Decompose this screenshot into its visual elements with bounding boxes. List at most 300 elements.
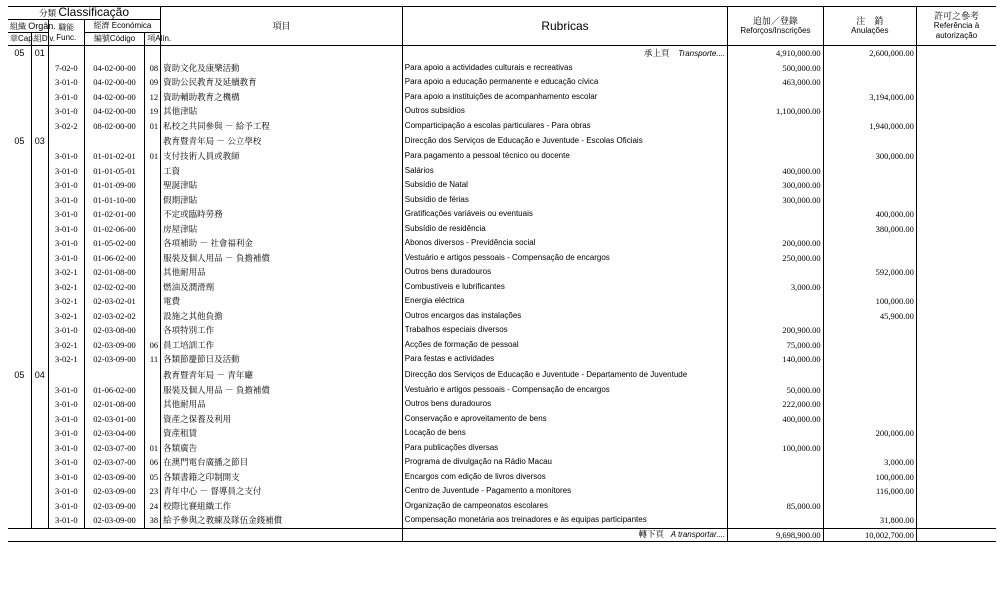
codigo-cell: 02-03-09-00 xyxy=(84,484,144,499)
funcional-cell: 3-01-0 xyxy=(48,164,84,179)
capitulo-cell xyxy=(8,265,31,280)
item-zh-cell: 房屋津貼 xyxy=(161,222,403,237)
anulacoes-cell: 45,900.00 xyxy=(823,309,916,324)
reforcos-cell xyxy=(728,470,823,485)
alinea-cell: 09 xyxy=(145,75,161,90)
referencia-cell xyxy=(916,412,996,427)
referencia-cell xyxy=(916,119,996,134)
reforcos-cell: 200,000.00 xyxy=(728,236,823,251)
section-header-row xyxy=(8,367,996,383)
item-zh-cell: 資產租賃 xyxy=(161,426,403,441)
rubrica-cell: Outros encargos das instalações xyxy=(402,309,727,324)
divisao-cell xyxy=(31,90,48,105)
reforcos-cell: 100,000.00 xyxy=(728,441,823,456)
divisao-cell xyxy=(31,207,48,222)
reforcos-cell: 75,000.00 xyxy=(728,338,823,353)
capitulo-cell: 05 xyxy=(8,367,31,383)
codigo-cell: 01-02-01-00 xyxy=(84,207,144,222)
reforcos-cell: 463,000.00 xyxy=(728,75,823,90)
transport-in-anulacoes: 2,600,000.00 xyxy=(823,46,916,61)
transport-in-row xyxy=(8,46,996,61)
reforcos-cell: 400,000.00 xyxy=(728,164,823,179)
codigo-cell: 02-01-08-00 xyxy=(84,397,144,412)
reforcos-cell: 250,000.00 xyxy=(728,251,823,266)
item-zh-cell: 支付技術人員或教師 xyxy=(161,149,403,164)
item-zh-cell: 在澳門電台廣播之節目 xyxy=(161,455,403,470)
anulacoes-cell xyxy=(823,383,916,398)
alinea-cell: 06 xyxy=(145,455,161,470)
economica-header xyxy=(84,20,160,33)
divisao-cell xyxy=(31,338,48,353)
referencia-cell xyxy=(916,455,996,470)
anulacoes-cell xyxy=(823,251,916,266)
anulacoes-cell xyxy=(823,338,916,353)
divisao-cell xyxy=(31,294,48,309)
table-row xyxy=(8,251,996,266)
divisao-cell xyxy=(31,104,48,119)
capitulo-cell: 05 xyxy=(8,46,31,61)
divisao-header xyxy=(31,33,55,46)
rubrica-cell: Vestuário e artigos pessoais - Compensação de encargos xyxy=(402,251,727,266)
alinea-cell: 06 xyxy=(145,338,161,353)
reforcos-cell: 300,000.00 xyxy=(728,178,823,193)
item-zh-cell: 其他津貼 xyxy=(161,104,403,119)
table-row xyxy=(8,265,996,280)
funcional-cell xyxy=(48,367,84,383)
referencia-cell xyxy=(916,280,996,295)
section-title-zh: 教育暨青年局 － 公立學校 xyxy=(161,133,403,149)
transport-out-reforcos: 9,698,900.00 xyxy=(728,528,823,541)
divisao-cell xyxy=(31,119,48,134)
codigo-cell: 04-02-00-00 xyxy=(84,90,144,105)
funcional-cell: 3-01-0 xyxy=(48,426,84,441)
table-row xyxy=(8,412,996,427)
item-zh-cell: 假期津貼 xyxy=(161,193,403,208)
alinea-cell xyxy=(145,426,161,441)
transport-out-anulacoes: 10,002,700.00 xyxy=(823,528,916,541)
referencia-cell xyxy=(916,75,996,90)
capitulo-cell xyxy=(8,513,31,528)
funcional-cell: 3-01-0 xyxy=(48,484,84,499)
item-zh-cell: 服裝及個人用品 － 負擔補償 xyxy=(161,251,403,266)
funcional-cell: 3-02-1 xyxy=(48,294,84,309)
capitulo-cell xyxy=(8,61,31,76)
rubrica-cell: Organização de campeonatos escolares xyxy=(402,499,727,514)
anulacoes-cell: 1,940,000.00 xyxy=(823,119,916,134)
rubrica-cell: Outros bens duradouros xyxy=(402,397,727,412)
divisao-cell xyxy=(31,352,48,367)
alinea-cell xyxy=(145,280,161,295)
rubrica-cell: Para publicações diversas xyxy=(402,441,727,456)
referencia-zh: 許可之參考 xyxy=(933,11,979,21)
funcional-cell: 7-02-0 xyxy=(48,61,84,76)
alinea-cell xyxy=(145,207,161,222)
section-title-pt: Direcção dos Serviços de Educação e Juventude - Departamento de Juventude xyxy=(402,367,727,383)
funcional-cell: 3-01-0 xyxy=(48,90,84,105)
capitulo-cell xyxy=(8,499,31,514)
item-zh-cell: 私校之共同參與 － 給予工程 xyxy=(161,119,403,134)
reforcos-cell: 300,000.00 xyxy=(728,193,823,208)
divisao-cell xyxy=(31,323,48,338)
anulacoes-cell xyxy=(823,104,916,119)
referencia-cell xyxy=(916,426,996,441)
anulacoes-cell xyxy=(823,367,916,383)
alinea-cell: 24 xyxy=(145,499,161,514)
anulacoes-cell xyxy=(823,280,916,295)
funcional-cell: 3-01-0 xyxy=(48,513,84,528)
rubrica-cell: Combustíveis e lubrificantes xyxy=(402,280,727,295)
economica-label: Económica xyxy=(111,21,152,30)
anulacoes-cell: 380,000.00 xyxy=(823,222,916,237)
codigo-cell: 02-03-09-00 xyxy=(84,513,144,528)
rubrica-cell: Outros bens duradouros xyxy=(402,265,727,280)
funcional-cell: 3-01-0 xyxy=(48,178,84,193)
table-row xyxy=(8,207,996,222)
table-row xyxy=(8,323,996,338)
reforcos-cell: 1,100,000.00 xyxy=(728,104,823,119)
item-zh-cell: 燃油及潤滑劑 xyxy=(161,280,403,295)
capitulo-cell xyxy=(8,280,31,295)
table-row xyxy=(8,193,996,208)
anulacoes-cell: 100,000.00 xyxy=(823,470,916,485)
funcional-cell: 3-01-0 xyxy=(48,441,84,456)
referencia-cell xyxy=(916,484,996,499)
alinea-cell xyxy=(145,309,161,324)
codigo-cell: 02-03-02-02 xyxy=(84,309,144,324)
codigo-cell xyxy=(84,367,144,383)
codigo-cell: 02-01-08-00 xyxy=(84,265,144,280)
reforcos-cell xyxy=(728,222,823,237)
item-zh-cell: 不定或臨時勞務 xyxy=(161,207,403,222)
item-zh-cell: 資助輔助教育之機構 xyxy=(161,90,403,105)
referencia-cell xyxy=(916,294,996,309)
funcional-cell xyxy=(48,133,84,149)
organica-label: Orgân. xyxy=(28,20,56,31)
capitulo-cell xyxy=(8,104,31,119)
codigo-cell: 01-06-02-00 xyxy=(84,251,144,266)
funcional-cell: 3-02-1 xyxy=(48,280,84,295)
capitulo-cell xyxy=(8,236,31,251)
codigo-cell: 01-01-09-00 xyxy=(84,178,144,193)
codigo-cell: 02-03-09-00 xyxy=(84,499,144,514)
reforcos-cell: 500,000.00 xyxy=(728,61,823,76)
codigo-cell xyxy=(84,133,144,149)
transport-out-zh: 轉下頁 xyxy=(638,529,665,539)
table-row xyxy=(8,119,996,134)
reforcos-cell xyxy=(728,367,823,383)
funcional-cell: 3-01-0 xyxy=(48,193,84,208)
transport-in-label xyxy=(402,46,727,61)
divisao-cell xyxy=(31,412,48,427)
alinea-zh: 項 xyxy=(147,34,156,43)
divisao-cell xyxy=(31,513,48,528)
reforcos-cell: 222,000.00 xyxy=(728,397,823,412)
referencia-cell xyxy=(916,383,996,398)
reforcos-cell xyxy=(728,133,823,149)
codigo-cell: 01-05-02-00 xyxy=(84,236,144,251)
reforcos-cell: 85,000.00 xyxy=(728,499,823,514)
codigo-cell: 01-06-02-00 xyxy=(84,383,144,398)
reforcos-zh: 追加／登錄 xyxy=(752,16,798,26)
capitulo-cell xyxy=(8,484,31,499)
funcional-cell: 3-01-0 xyxy=(48,75,84,90)
codigo-cell: 01-01-10-00 xyxy=(84,193,144,208)
codigo-cell: 04-02-00-00 xyxy=(84,75,144,90)
item-zh-cell: 各類書籍之印制開支 xyxy=(161,470,403,485)
codigo-cell: 02-03-09-00 xyxy=(84,338,144,353)
economica-zh: 經濟 xyxy=(93,21,110,30)
divisao-cell xyxy=(31,441,48,456)
item-zh-cell: 其他耐用品 xyxy=(161,397,403,412)
table-row xyxy=(8,352,996,367)
anulacoes-cell xyxy=(823,61,916,76)
funcional-cell: 3-02-2 xyxy=(48,119,84,134)
alinea-cell: 01 xyxy=(145,149,161,164)
alinea-cell: 11 xyxy=(145,352,161,367)
item-zh-cell: 資助文化及康樂活動 xyxy=(161,61,403,76)
divisao-cell xyxy=(31,178,48,193)
table-row xyxy=(8,178,996,193)
funcional-cell: 3-02-1 xyxy=(48,265,84,280)
table-row xyxy=(8,470,996,485)
referencia-cell xyxy=(916,164,996,179)
anulacoes-cell: 3,000.00 xyxy=(823,455,916,470)
alinea-cell xyxy=(145,178,161,193)
codigo-cell: 02-03-01-00 xyxy=(84,412,144,427)
item-zh-cell: 服裝及個人用品 － 負擔補償 xyxy=(161,383,403,398)
referencia-cell xyxy=(916,367,996,383)
rubrica-cell: Subsídio de Natal xyxy=(402,178,727,193)
funcional-cell: 3-01-0 xyxy=(48,149,84,164)
capitulo-cell xyxy=(8,251,31,266)
transport-out-label xyxy=(402,528,727,541)
reforcos-cell xyxy=(728,149,823,164)
capitulo-cell xyxy=(8,352,31,367)
rubrica-cell: Centro de Juventude - Pagamento a monitores xyxy=(402,484,727,499)
reforcos-cell: 140,000.00 xyxy=(728,352,823,367)
referencia-cell xyxy=(916,193,996,208)
reforcos-cell xyxy=(728,265,823,280)
referencia-cell xyxy=(916,338,996,353)
codigo-header xyxy=(84,33,144,46)
alinea-cell xyxy=(145,383,161,398)
funcional-cell: 3-02-1 xyxy=(48,309,84,324)
table-row xyxy=(8,426,996,441)
transport-in-reforcos: 4,910,000.00 xyxy=(728,46,823,61)
budget-ledger-table xyxy=(8,6,996,542)
funcional-cell: 3-01-0 xyxy=(48,207,84,222)
referencia-cell xyxy=(916,90,996,105)
anulacoes-cell xyxy=(823,323,916,338)
referencia-cell xyxy=(916,397,996,412)
alinea-cell xyxy=(145,367,161,383)
rubrica-cell: Outros subsídios xyxy=(402,104,727,119)
capitulo-cell xyxy=(8,222,31,237)
capitulo-cell xyxy=(8,193,31,208)
codigo-cell: 01-01-05-01 xyxy=(84,164,144,179)
capitulo-cell xyxy=(8,75,31,90)
table-row xyxy=(8,236,996,251)
classification-header xyxy=(8,7,161,20)
item-zh-cell: 各項補助 － 社會福利金 xyxy=(161,236,403,251)
funcional-cell: 3-01-0 xyxy=(48,499,84,514)
alinea-cell xyxy=(145,323,161,338)
rubrica-cell: Salários xyxy=(402,164,727,179)
table-row xyxy=(8,499,996,514)
codigo-zh: 編號 xyxy=(93,34,110,43)
divisao-cell xyxy=(31,193,48,208)
alinea-cell xyxy=(145,236,161,251)
table-row xyxy=(8,90,996,105)
rubrica-cell: Subsídio de residência xyxy=(402,222,727,237)
codigo-cell: 02-03-07-00 xyxy=(84,441,144,456)
table-row xyxy=(8,222,996,237)
divisao-cell: 04 xyxy=(31,367,48,383)
rubrica-cell: Compensação monetária aos treinadores e às equipas participantes xyxy=(402,513,727,528)
codigo-cell: 02-03-07-00 xyxy=(84,455,144,470)
rubrica-cell: Para apoio a actividades culturais e recreativas xyxy=(402,61,727,76)
referencia-cell xyxy=(916,104,996,119)
divisao-cell xyxy=(31,265,48,280)
funcional-cell: 3-01-0 xyxy=(48,236,84,251)
organica-zh: 組織 xyxy=(10,21,26,31)
codigo-cell: 01-02-06-00 xyxy=(84,222,144,237)
reforcos-cell xyxy=(728,426,823,441)
alinea-cell xyxy=(145,164,161,179)
referencia-cell xyxy=(916,441,996,456)
alinea-cell: 01 xyxy=(145,119,161,134)
anulacoes-cell xyxy=(823,352,916,367)
rubrica-cell: Para apoio a instituições de acompanhamento escolar xyxy=(402,90,727,105)
divisao-cell xyxy=(31,251,48,266)
table-row xyxy=(8,338,996,353)
item-zh-cell: 電費 xyxy=(161,294,403,309)
funcional-cell: 3-01-0 xyxy=(48,222,84,237)
alinea-cell xyxy=(145,251,161,266)
alinea-cell xyxy=(145,265,161,280)
divisao-cell xyxy=(31,426,48,441)
reforcos-cell xyxy=(728,294,823,309)
rubricas-header: Rubricas xyxy=(402,7,727,46)
funcional-cell: 3-01-0 xyxy=(48,323,84,338)
funcional-cell: 3-01-0 xyxy=(48,470,84,485)
item-zh-cell: 校際比賽組織工作 xyxy=(161,499,403,514)
anulacoes-cell xyxy=(823,441,916,456)
funcional-label: Func. xyxy=(56,32,77,42)
capitulo-label: Cap. xyxy=(18,34,35,43)
capitulo-zh: 章 xyxy=(10,34,18,43)
divisao-cell xyxy=(31,222,48,237)
referencia-cell xyxy=(916,133,996,149)
item-zh-cell: 資助公民教育及延續教育 xyxy=(161,75,403,90)
anulacoes-cell xyxy=(823,164,916,179)
codigo-cell: 02-02-02-00 xyxy=(84,280,144,295)
table-row xyxy=(8,455,996,470)
rubrica-cell: Subsídio de férias xyxy=(402,193,727,208)
divisao-zh: 組 xyxy=(33,34,42,43)
divisao-cell xyxy=(31,236,48,251)
reforcos-cell: 400,000.00 xyxy=(728,412,823,427)
rubrica-cell: Programa de divulgação na Rádio Macau xyxy=(402,455,727,470)
codigo-cell: 02-03-08-00 xyxy=(84,323,144,338)
alinea-cell: 23 xyxy=(145,484,161,499)
codigo-cell: 01-01-02-01 xyxy=(84,149,144,164)
divisao-cell xyxy=(31,280,48,295)
funcional-cell: 3-01-0 xyxy=(48,383,84,398)
table-row xyxy=(8,75,996,90)
anulacoes-label: Anulações xyxy=(851,26,889,35)
capitulo-cell xyxy=(8,178,31,193)
divisao-cell xyxy=(31,397,48,412)
capitulo-cell xyxy=(8,441,31,456)
anulacoes-header xyxy=(823,7,916,46)
referencia-cell xyxy=(916,309,996,324)
alinea-cell xyxy=(145,412,161,427)
funcional-cell: 3-02-1 xyxy=(48,352,84,367)
table-row xyxy=(8,104,996,119)
anulacoes-cell xyxy=(823,133,916,149)
anulacoes-cell: 300,000.00 xyxy=(823,149,916,164)
capitulo-cell xyxy=(8,207,31,222)
divisao-cell xyxy=(31,309,48,324)
capitulo-cell xyxy=(8,90,31,105)
referencia-cell xyxy=(916,61,996,76)
capitulo-cell xyxy=(8,383,31,398)
capitulo-cell xyxy=(8,397,31,412)
item-zh-cell: 各類節慶節日及活動 xyxy=(161,352,403,367)
funcional-cell: 3-01-0 xyxy=(48,104,84,119)
capitulo-cell xyxy=(8,294,31,309)
referencia-header xyxy=(916,7,996,46)
item-header: 項目 xyxy=(161,7,403,46)
capitulo-cell xyxy=(8,164,31,179)
referencia-cell xyxy=(916,513,996,528)
funcional-cell: 3-01-0 xyxy=(48,455,84,470)
codigo-cell: 04-02-00-00 xyxy=(84,104,144,119)
referencia-cell xyxy=(916,499,996,514)
rubrica-cell: Para pagamento a pessoal técnico ou docente xyxy=(402,149,727,164)
item-zh-cell: 員工培訓工作 xyxy=(161,338,403,353)
anulacoes-cell: 592,000.00 xyxy=(823,265,916,280)
alinea-label: Alín. xyxy=(155,34,172,43)
table-row xyxy=(8,383,996,398)
reforcos-header xyxy=(728,7,823,46)
table-row xyxy=(8,441,996,456)
divisao-cell xyxy=(31,149,48,164)
anulacoes-cell: 400,000.00 xyxy=(823,207,916,222)
funcional-cell: 3-01-0 xyxy=(48,412,84,427)
anulacoes-cell xyxy=(823,193,916,208)
alinea-cell: 08 xyxy=(145,61,161,76)
anulacoes-cell: 3,194,000.00 xyxy=(823,90,916,105)
anulacoes-cell xyxy=(823,236,916,251)
header-row-1 xyxy=(8,7,996,20)
item-zh-cell: 各類廣告 xyxy=(161,441,403,456)
referencia-cell xyxy=(916,470,996,485)
transport-in-zh: 承上頁 xyxy=(643,47,670,58)
item-zh-cell: 設施之其他負擔 xyxy=(161,309,403,324)
classification-zh: 分類 xyxy=(39,8,57,18)
ledger-body xyxy=(8,7,996,542)
table-row xyxy=(8,280,996,295)
capitulo-cell xyxy=(8,149,31,164)
rubrica-cell: Comparticipação a escolas particulares - Para obras xyxy=(402,119,727,134)
capitulo-cell xyxy=(8,309,31,324)
divisao-cell xyxy=(31,61,48,76)
capitulo-cell xyxy=(8,412,31,427)
transport-in-pt: Transporte.... xyxy=(678,48,726,58)
section-title-pt: Direcção dos Serviços de Educação e Juventude - Escolas Oficiais xyxy=(402,133,727,149)
